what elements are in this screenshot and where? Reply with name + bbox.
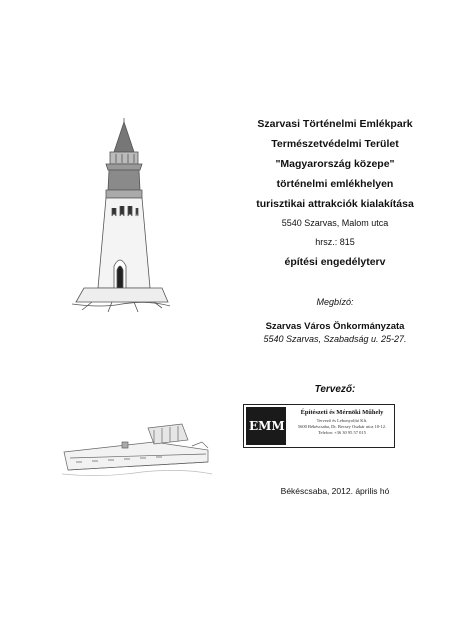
firm-line-3: 5600 Békéscsaba, Dr. Becsey Oszkár utca 10-12.: [297, 424, 387, 429]
date-line: Békéscsaba, 2012. április hó: [280, 486, 390, 496]
firm-line-2: Tervező és Lebonyolító Kft.: [316, 418, 368, 423]
firm-logo: [243, 404, 395, 448]
title-line-5: turisztikai attrakciók kialakítása: [256, 198, 414, 210]
boat-sketch: [62, 418, 212, 480]
logo-mark-text: EMM: [249, 419, 285, 433]
client-block: [235, 296, 435, 346]
water-tower-sketch: [62, 118, 174, 314]
title-line-4: történelmi emlékhelyen: [276, 178, 394, 190]
project-title-block: [235, 114, 435, 272]
client-address: 5540 Szarvas, Szabadság u. 25-27.: [263, 334, 407, 344]
emm-logo-mark: [246, 407, 286, 445]
firm-details: [290, 408, 394, 436]
lot-number: hrsz.: 815: [315, 237, 355, 247]
designer-label: Tervező:: [314, 384, 356, 395]
client-label: Megbízó:: [316, 297, 354, 307]
permit-type: építési engedélyterv: [284, 256, 386, 268]
title-line-3: "Magyarország közepe": [275, 158, 395, 170]
title-line-1: Szarvasi Történelmi Emlékpark: [257, 118, 413, 130]
firm-name: Építészeti és Mérnöki Műhely: [300, 409, 384, 416]
client-name: Szarvas Város Önkormányzata: [265, 321, 405, 332]
project-address: 5540 Szarvas, Malom utca: [281, 218, 389, 228]
title-line-2: Természetvédelmi Terület: [271, 138, 399, 150]
firm-line-4: Telefon: +36 30 95 57 015: [318, 430, 366, 435]
